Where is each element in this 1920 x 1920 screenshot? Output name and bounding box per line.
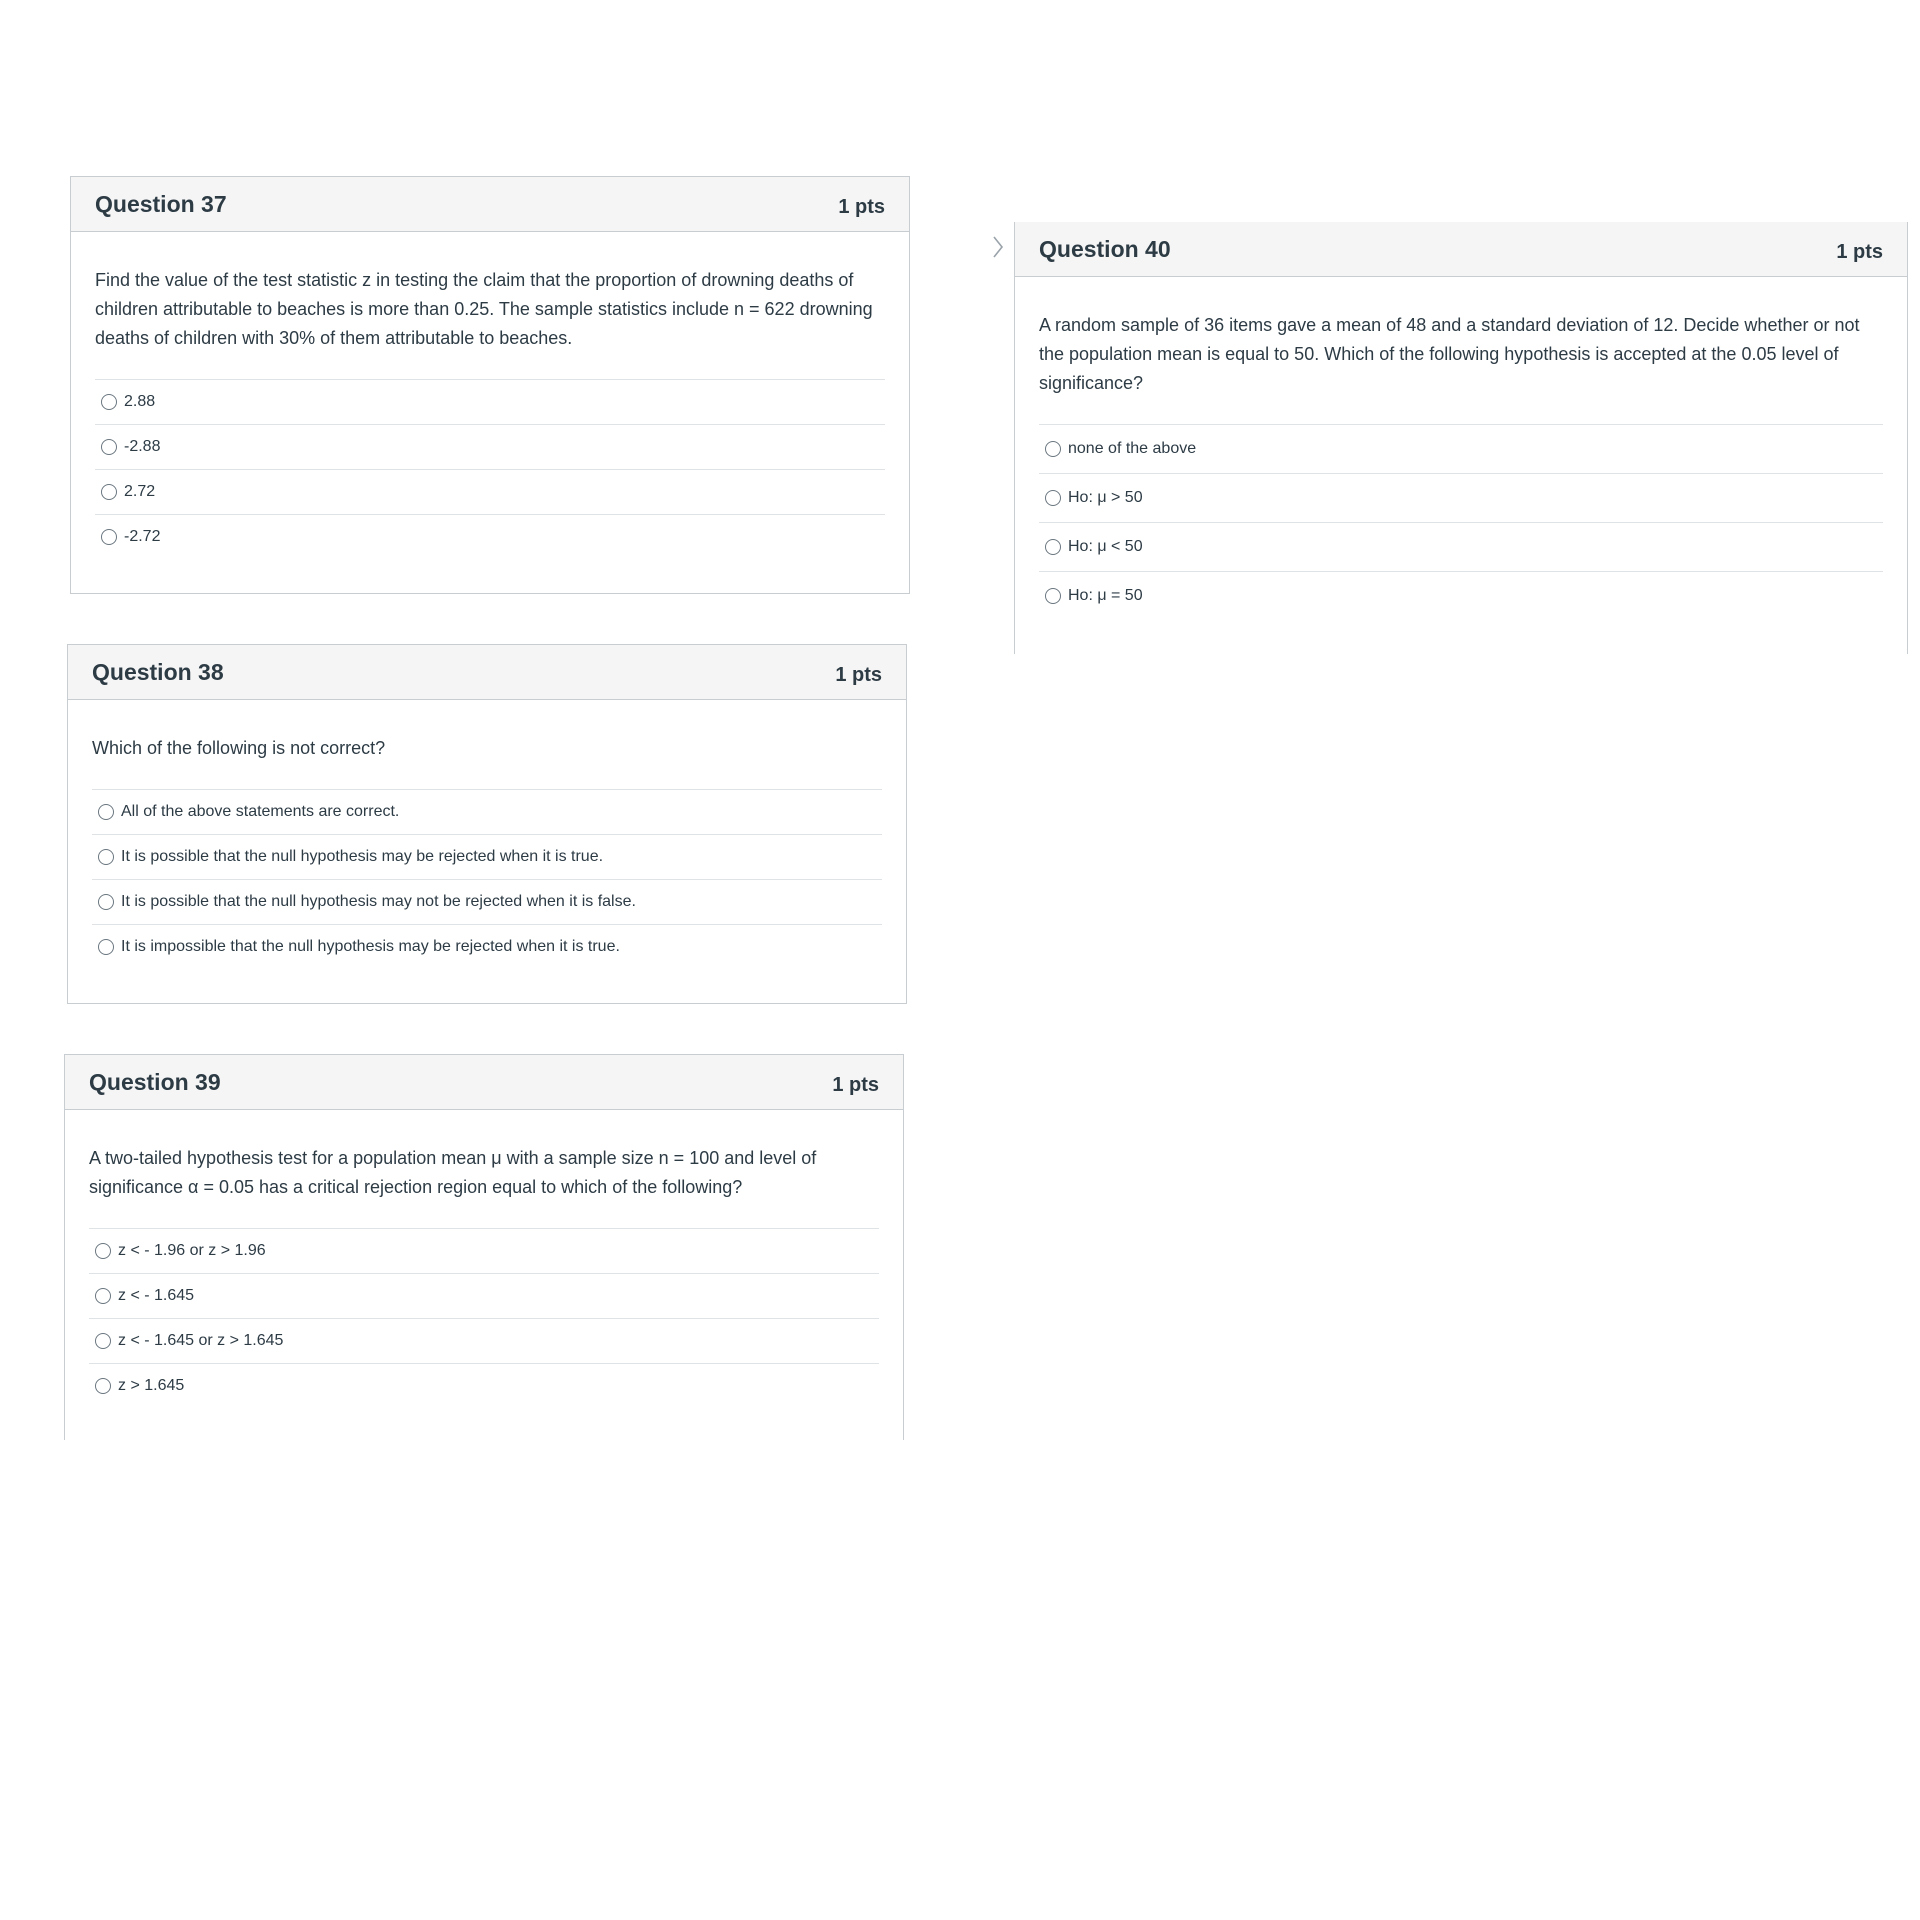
question-text: Which of the following is not correct? xyxy=(92,738,386,758)
question-header xyxy=(71,177,909,232)
answer-option[interactable] xyxy=(95,424,885,469)
question-card-40 xyxy=(1014,222,1908,654)
question-title: Question 38 xyxy=(92,658,224,685)
answer-option[interactable] xyxy=(92,879,882,924)
answer-label: 2.72 xyxy=(124,483,156,500)
question-header xyxy=(65,1055,903,1110)
radio-button[interactable] xyxy=(1045,490,1061,506)
answer-option[interactable] xyxy=(1039,424,1883,473)
question-title: Question 40 xyxy=(1039,235,1171,262)
radio-button[interactable] xyxy=(98,939,114,955)
answer-label: -2.72 xyxy=(124,528,161,545)
question-card-37 xyxy=(70,176,910,594)
answer-label: Ho: μ < 50 xyxy=(1068,538,1143,555)
radio-button[interactable] xyxy=(98,894,114,910)
answer-option[interactable] xyxy=(95,514,885,559)
answer-list xyxy=(92,789,882,969)
answer-label: All of the above statements are correct. xyxy=(121,803,400,820)
answer-label: none of the above xyxy=(1068,440,1197,457)
radio-button[interactable] xyxy=(98,804,114,820)
radio-button[interactable] xyxy=(95,1378,111,1394)
question-text: Find the value of the test statistic z in testing the claim that the proportion of drowning deaths of children attributable to beaches is more than 0.25. The sample statistics include n = 622 drowning deaths of children with 30% of them attributable to beaches. xyxy=(95,270,873,348)
answer-option[interactable] xyxy=(89,1273,879,1318)
question-body xyxy=(1015,277,1907,630)
radio-button[interactable] xyxy=(101,394,117,410)
radio-button[interactable] xyxy=(1045,588,1061,604)
question-header xyxy=(68,645,906,700)
question-text: A two-tailed hypothesis test for a population mean μ with a sample size n = 100 and level of significance α = 0.05 has a critical rejection region equal to which of the following? xyxy=(89,1148,817,1197)
radio-button[interactable] xyxy=(101,484,117,500)
radio-button[interactable] xyxy=(98,849,114,865)
answer-label: -2.88 xyxy=(124,438,161,455)
answer-label: It is impossible that the null hypothesis may be rejected when it is true. xyxy=(121,938,620,955)
answer-option[interactable] xyxy=(1039,571,1883,620)
answer-option[interactable] xyxy=(89,1228,879,1273)
radio-button[interactable] xyxy=(1045,441,1061,457)
radio-button[interactable] xyxy=(1045,539,1061,555)
answer-label: 2.88 xyxy=(124,393,156,410)
question-title: Question 37 xyxy=(95,190,227,217)
question-points: 1 pts xyxy=(838,195,885,218)
answer-option[interactable] xyxy=(1039,522,1883,571)
question-text: A random sample of 36 items gave a mean of 48 and a standard deviation of 12. Decide whether or not the population mean is equal to 50. Which of the following hypothesis is accepted at the 0.05 level of significance? xyxy=(1039,315,1860,393)
question-body xyxy=(68,700,906,979)
question-card-38 xyxy=(67,644,907,1004)
answer-option[interactable] xyxy=(1039,473,1883,522)
radio-button[interactable] xyxy=(95,1243,111,1259)
answer-label: Ho: μ = 50 xyxy=(1068,587,1143,604)
answer-label: Ho: μ > 50 xyxy=(1068,489,1143,506)
radio-button[interactable] xyxy=(95,1333,111,1349)
chevron-right-icon[interactable] xyxy=(992,234,1004,264)
radio-button[interactable] xyxy=(101,529,117,545)
answer-list xyxy=(89,1228,879,1408)
answer-list xyxy=(1039,424,1883,620)
answer-label: z > 1.645 xyxy=(118,1377,185,1394)
question-title: Question 39 xyxy=(89,1068,221,1095)
answer-option[interactable] xyxy=(92,834,882,879)
answer-label: z < - 1.645 xyxy=(118,1287,195,1304)
question-points: 1 pts xyxy=(832,1073,879,1096)
answer-label: It is possible that the null hypothesis may not be rejected when it is false. xyxy=(121,893,636,910)
question-body xyxy=(65,1110,903,1418)
question-points: 1 pts xyxy=(835,663,882,686)
answer-label: z < - 1.645 or z > 1.645 xyxy=(118,1332,284,1349)
answer-option[interactable] xyxy=(89,1318,879,1363)
answer-list xyxy=(95,379,885,559)
radio-button[interactable] xyxy=(101,439,117,455)
answer-option[interactable] xyxy=(92,924,882,969)
answer-label: It is possible that the null hypothesis may be rejected when it is true. xyxy=(121,848,604,865)
answer-option[interactable] xyxy=(95,469,885,514)
answer-option[interactable] xyxy=(92,789,882,834)
question-body xyxy=(71,232,909,569)
answer-option[interactable] xyxy=(95,379,885,424)
radio-button[interactable] xyxy=(95,1288,111,1304)
question-header xyxy=(1015,222,1907,277)
answer-option[interactable] xyxy=(89,1363,879,1408)
answer-label: z < - 1.96 or z > 1.96 xyxy=(118,1242,266,1259)
question-card-39 xyxy=(64,1054,904,1440)
question-points: 1 pts xyxy=(1836,240,1883,263)
